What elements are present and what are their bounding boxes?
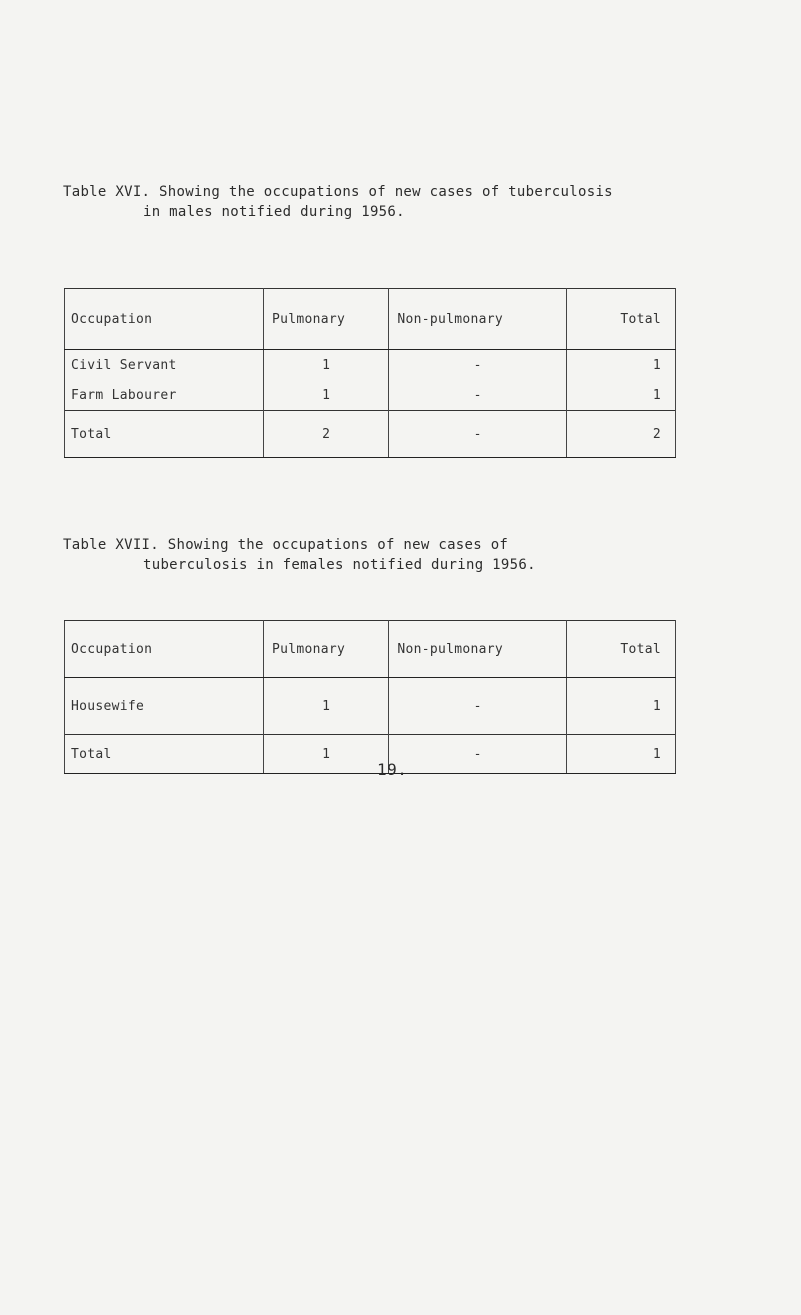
table-16-header-row [65, 289, 676, 350]
table-16 [64, 288, 676, 458]
cell-total: 1 [566, 350, 675, 381]
cell-pulmonary: 1 [263, 350, 388, 381]
cell-total: 1 [566, 380, 675, 411]
cell-occupation: Farm Labourer [65, 380, 264, 411]
total-total: 1 [566, 735, 675, 774]
table-row [65, 350, 676, 381]
cell-non-pulmonary: - [389, 380, 567, 411]
table-row [65, 380, 676, 411]
total-label: Total [65, 735, 264, 774]
table-16-caption [63, 182, 613, 222]
total-label: Total [65, 411, 264, 458]
header-non-pulmonary: Non-pulmonary [389, 289, 567, 350]
table-16-caption-line1: Table XVI. Showing the occupations of new cases of tuberculosis [63, 184, 613, 200]
cell-non-pulmonary: - [389, 350, 567, 381]
table-17-caption [63, 535, 536, 575]
header-non-pulmonary: Non-pulmonary [389, 621, 567, 678]
table-17-caption-line2: tuberculosis in females notified during 1956. [143, 557, 536, 573]
cell-occupation: Civil Servant [65, 350, 264, 381]
total-non-pulmonary: - [389, 735, 567, 774]
table-17-total-row [65, 735, 676, 774]
cell-occupation: Housewife [65, 678, 264, 735]
table-row [65, 678, 676, 735]
total-non-pulmonary: - [389, 411, 567, 458]
table-16-caption-line2: in males notified during 1956. [143, 204, 405, 220]
cell-pulmonary: 1 [263, 380, 388, 411]
total-total: 2 [566, 411, 675, 458]
header-pulmonary: Pulmonary [263, 621, 388, 678]
cell-non-pulmonary: - [389, 678, 567, 735]
table-17 [64, 620, 676, 774]
table-17-caption-line1: Table XVII. Showing the occupations of new cases of [63, 537, 509, 553]
header-occupation: Occupation [65, 289, 264, 350]
page-number: 19. [377, 760, 408, 779]
total-pulmonary: 1 [263, 735, 388, 774]
header-pulmonary: Pulmonary [263, 289, 388, 350]
table-16-total-row [65, 411, 676, 458]
table-17-header-row [65, 621, 676, 678]
cell-pulmonary: 1 [263, 678, 388, 735]
total-pulmonary: 2 [263, 411, 388, 458]
header-occupation: Occupation [65, 621, 264, 678]
header-total: Total [566, 289, 675, 350]
cell-total: 1 [566, 678, 675, 735]
header-total: Total [566, 621, 675, 678]
